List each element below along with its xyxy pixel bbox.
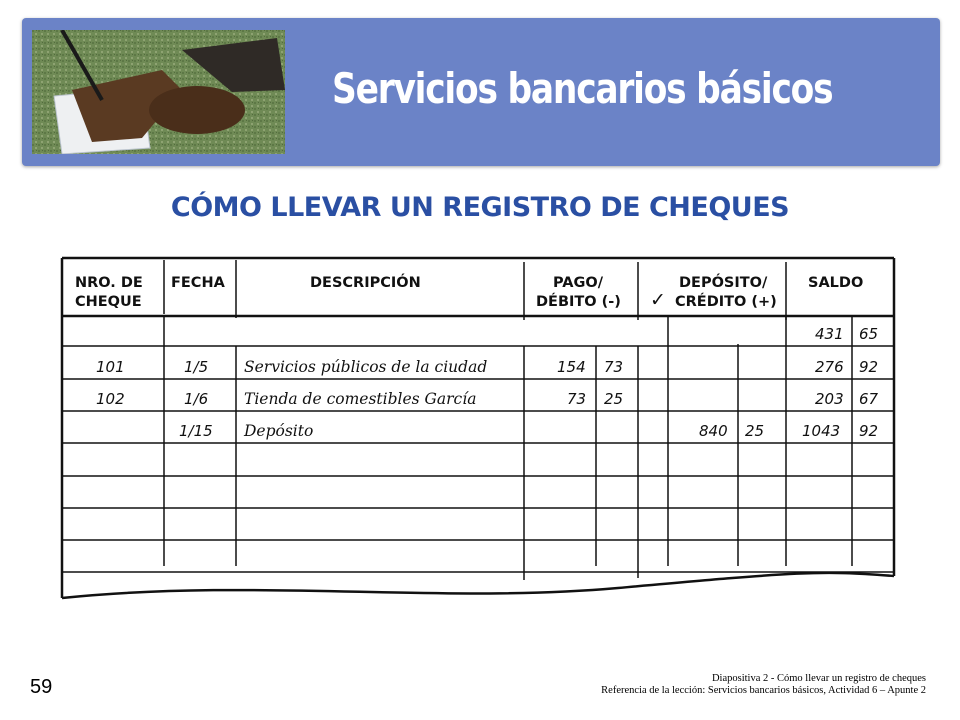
row-date: 1/6	[184, 390, 209, 408]
row-date: 1/15	[179, 422, 213, 440]
row-description: Depósito	[244, 422, 314, 440]
header-deposit-line2: CRÉDITO (+)	[675, 294, 777, 310]
table-row	[96, 358, 878, 376]
row-deposit-cents: 25	[745, 422, 765, 440]
row-balance-dollars: 203	[815, 390, 844, 408]
row-payment-cents: 25	[604, 390, 624, 408]
header-check-mark: ✓	[650, 289, 666, 311]
opening-balance-cents: 65	[859, 325, 879, 343]
page-heading: CÓMO LLEVAR UN REGISTRO DE CHEQUES	[170, 192, 790, 223]
header-deposit-line1: DEPÓSITO/	[679, 275, 768, 291]
header-description: DESCRIPCIÓN	[310, 275, 421, 291]
footer-lesson-reference: Referencia de la lección: Servicios bancarios básicos, Actividad 6 – Apunte 2	[601, 685, 926, 696]
header-balance: SALDO	[808, 275, 864, 291]
banner-title: Servicios bancarios básicos	[332, 64, 833, 113]
row-deposit-dollars: 840	[699, 422, 728, 440]
header-check-number-line1: NRO. DE	[75, 275, 143, 291]
row-balance-dollars: 276	[815, 358, 844, 376]
header-check-number-line2: CHEQUE	[75, 294, 142, 310]
check-register	[58, 254, 900, 618]
row-balance-cents: 67	[859, 390, 879, 408]
page-number: 59	[30, 676, 53, 698]
row-check-number: 102	[96, 390, 125, 408]
opening-balance-dollars: 431	[815, 325, 844, 343]
writing-check-photo	[32, 30, 285, 154]
header-payment-line2: DÉBITO (-)	[536, 294, 621, 310]
header-date: FECHA	[171, 275, 225, 291]
table-row	[179, 422, 878, 440]
row-description: Servicios públicos de la ciudad	[244, 358, 488, 376]
row-date: 1/5	[184, 358, 209, 376]
row-balance-cents: 92	[859, 358, 879, 376]
slide-footer	[601, 673, 926, 697]
row-payment-cents: 73	[604, 358, 624, 376]
row-balance-dollars: 1043	[802, 422, 841, 440]
row-payment-dollars: 154	[557, 358, 586, 376]
table-row	[96, 390, 879, 408]
row-check-number: 101	[96, 358, 125, 376]
footer-slide-title: Diapositiva 2 - Cómo llevar un registro de cheques	[711, 673, 926, 684]
title-banner	[22, 18, 940, 166]
row-balance-cents: 92	[859, 422, 879, 440]
header-payment-line1: PAGO/	[553, 275, 604, 291]
row-description: Tienda de comestibles García	[244, 390, 477, 408]
row-payment-dollars: 73	[567, 390, 587, 408]
